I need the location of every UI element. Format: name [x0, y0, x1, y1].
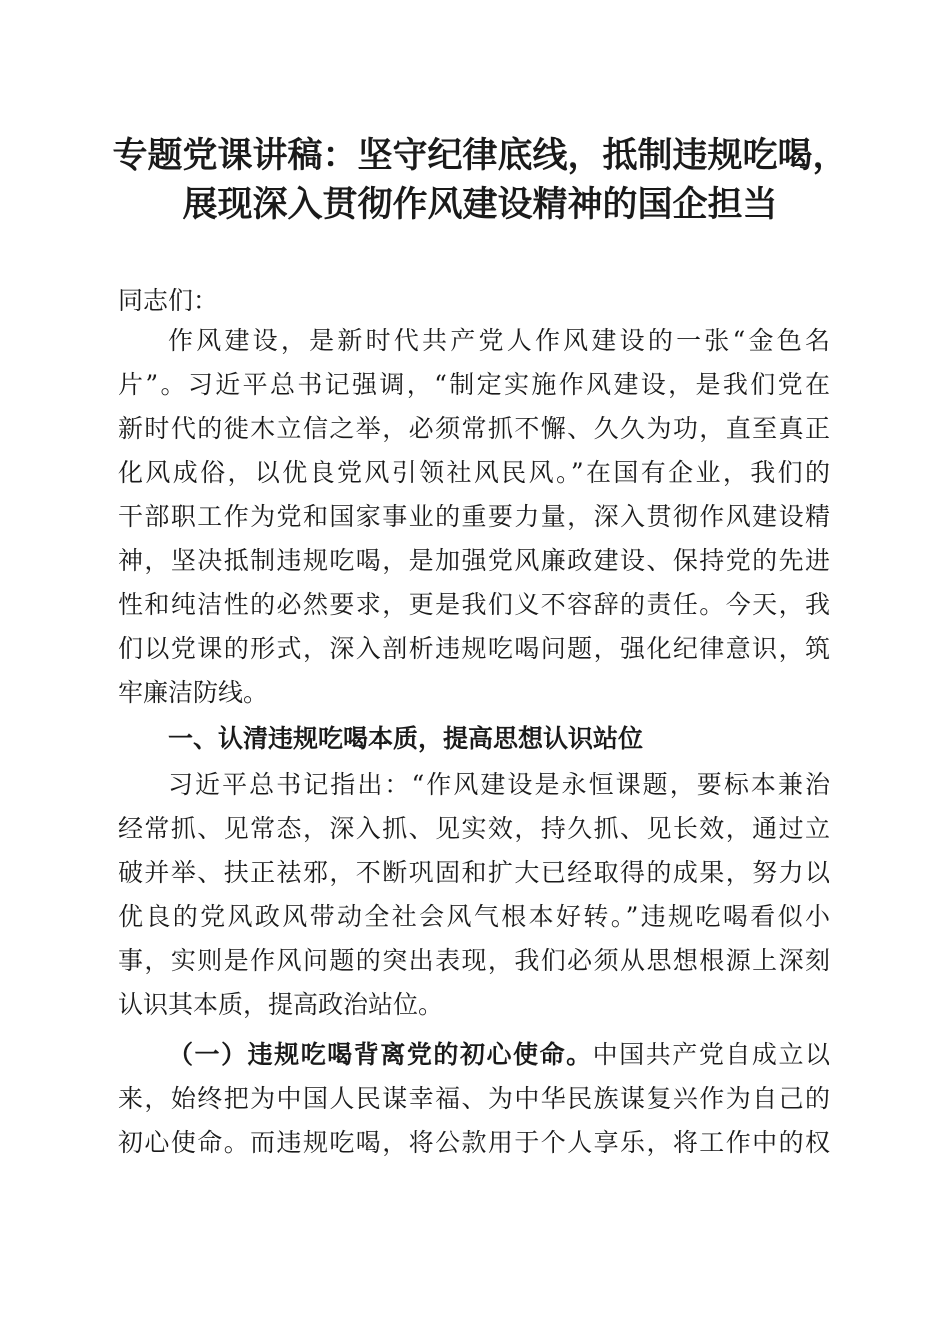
document-title-line-1: 专题党课讲稿：坚守纪律底线，抵制违规吃喝， [112, 135, 848, 176]
paragraph-1-line: 神，坚决抵制违规吃喝，是加强党风廉政建设、保持党的先进 [118, 546, 830, 575]
paragraph-2-line: 破并举、扶正祛邪，不断巩固和扩大已经取得的成果，努力以 [118, 858, 830, 887]
paragraph-2-line: 经常抓、见常态，深入抓、见实效，持久抓、见长效，通过立 [118, 814, 830, 843]
paragraph-1-line: 干部职工作为党和国家事业的重要力量，深入贯彻作风建设精 [118, 502, 830, 531]
document-title-line-2: 展现深入贯彻作风建设精神的国企担当 [182, 184, 778, 225]
subsection-1-heading: （一）违规吃喝背离党的初心使命。 [168, 1040, 593, 1069]
salutation: 同志们： [118, 286, 219, 315]
paragraph-1-line: 性和纯洁性的必然要求，更是我们义不容辞的责任。今天，我 [118, 590, 830, 619]
paragraph-1-line: 作风建设，是新时代共产党人作风建设的一张“金色名 [168, 326, 830, 355]
paragraph-2-line: 事，实则是作风问题的突出表现，我们必须从思想根源上深刻 [118, 946, 830, 975]
paragraph-1-line: 们以党课的形式，深入剖析违规吃喝问题，强化纪律意识，筑 [118, 634, 830, 663]
paragraph-2-line: 优良的党风政风带动全社会风气根本好转。”违规吃喝看似小 [118, 902, 830, 931]
subsection-1-first-line [168, 1036, 830, 1074]
subsection-1-text: 中国共产党自成立以 [592, 1040, 830, 1069]
paragraph-1-line: 片”。习近平总书记强调，“制定实施作风建设，是我们党在 [118, 370, 830, 399]
section-heading-1: 一、认清违规吃喝本质，提高思想认识站位 [168, 724, 644, 753]
paragraph-3-line: 来，始终把为中国人民谋幸福、为中华民族谋复兴作为自己的 [118, 1084, 830, 1113]
paragraph-3-line: 初心使命。而违规吃喝，将公款用于个人享乐，将工作中的权 [118, 1128, 830, 1157]
paragraph-1-line: 牢廉洁防线。 [118, 678, 269, 707]
paragraph-2-line: 习近平总书记指出：“作风建设是永恒课题，要标本兼治 [168, 770, 830, 799]
paragraph-2-line: 认识其本质，提高政治站位。 [118, 990, 444, 1019]
paragraph-1-line: 化风成俗，以优良党风引领社风民风。”在国有企业，我们的 [118, 458, 830, 487]
paragraph-1-line: 新时代的徙木立信之举，必须常抓不懈、久久为功，直至真正 [118, 414, 830, 443]
